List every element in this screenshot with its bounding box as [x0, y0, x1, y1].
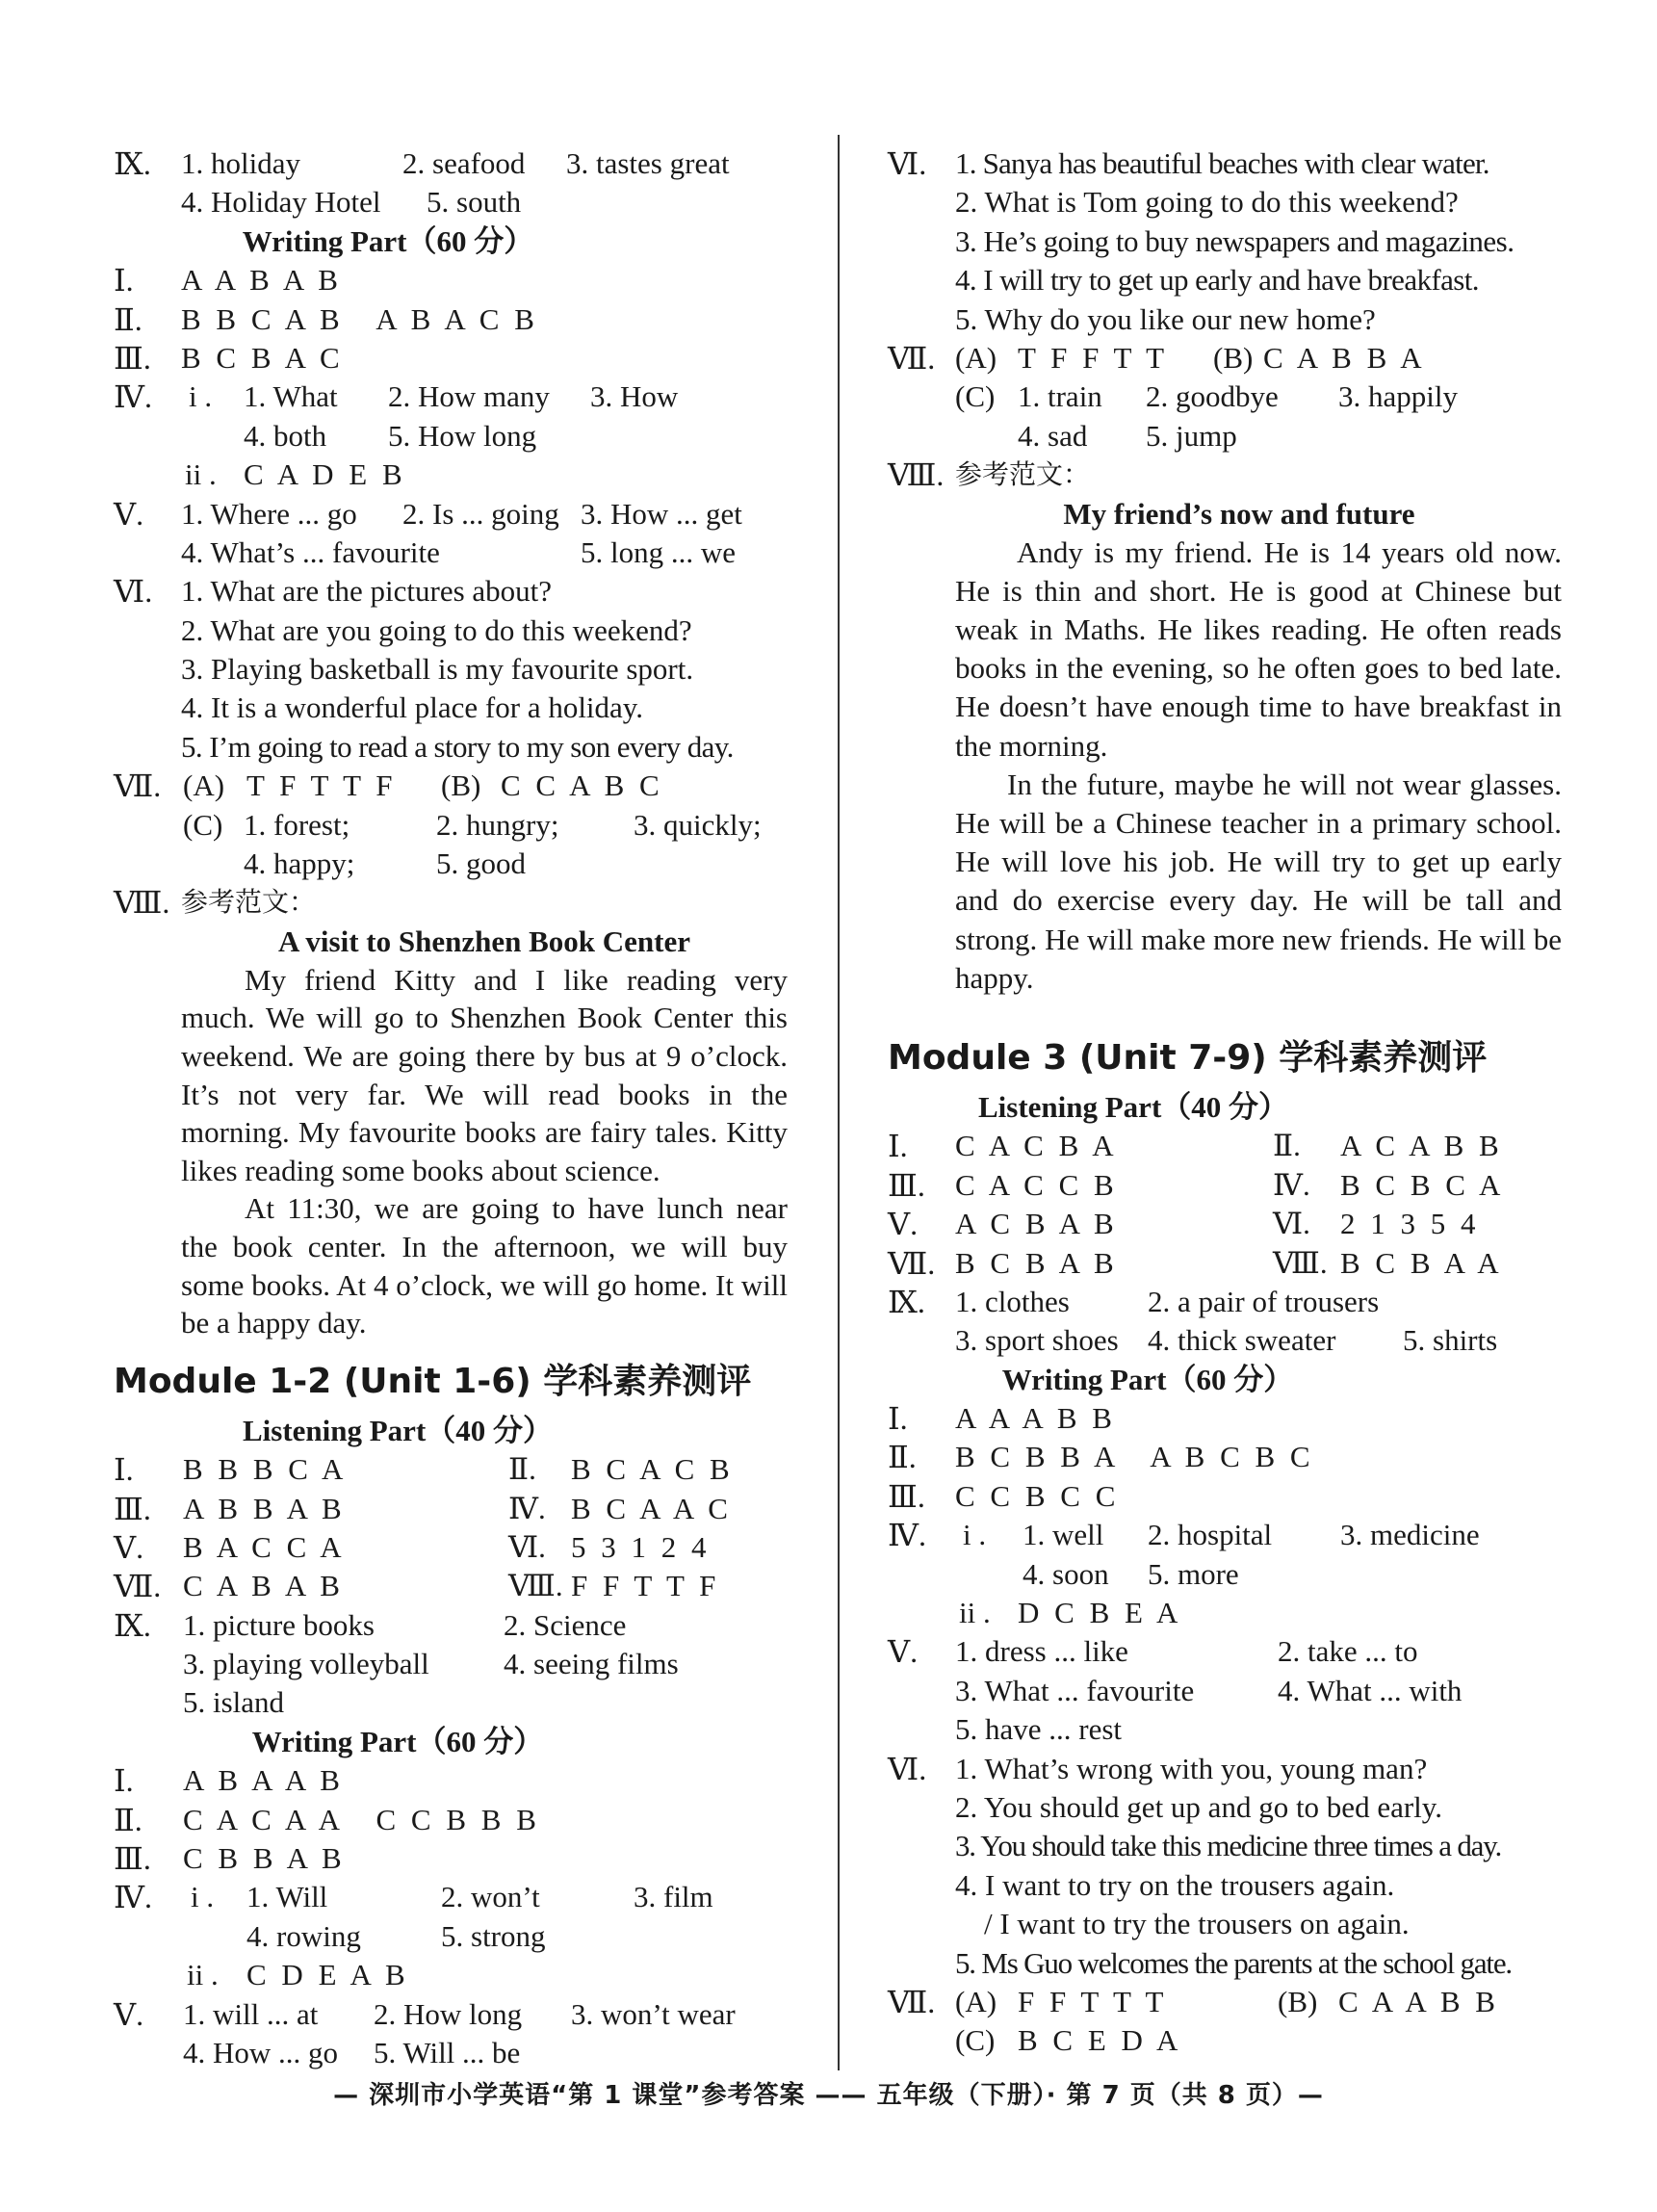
- writing-part-heading: Writing Part（60 分）: [242, 223, 534, 258]
- answer: 1. holiday: [181, 146, 300, 180]
- answer: A B B A B: [183, 1491, 346, 1525]
- essay-text: Andy is my friend. He is 14 years old now. He is thin and short. He is good at Chinese but weak in Maths. He likes reading. He often reads books in the evening, so he often goes to bed late. He doesn’t have enough time to have breakfast in the morning.: [955, 534, 1562, 763]
- answer-row: [114, 728, 788, 767]
- answer-row: [114, 1567, 788, 1605]
- sentence: 4. It is a wonderful place for a holiday.: [181, 690, 644, 725]
- answer: 4. thick sweater: [1148, 1323, 1336, 1358]
- answer: A C B A B: [955, 1207, 1118, 1241]
- answer: 5. south: [427, 185, 522, 220]
- answer-row: [114, 767, 788, 805]
- sub-number: (B): [1278, 1984, 1318, 2018]
- section-number: Ⅲ.: [114, 340, 151, 376]
- answer-row: [114, 1645, 788, 1683]
- answer: 2. How long: [374, 1996, 523, 2031]
- section-number: Ⅴ.: [114, 1996, 144, 2032]
- section-number: Ⅵ.: [508, 1529, 546, 1564]
- section-number: Ⅵ.: [888, 1751, 927, 1786]
- sentence: 4. I will try to get up early and have breakfast.: [955, 263, 1479, 298]
- answer: C A B A B: [183, 1569, 344, 1603]
- sub-number: ii .: [959, 1596, 991, 1630]
- answer: 1. What: [244, 379, 338, 414]
- answer: 2. seafood: [402, 146, 526, 180]
- answer: C A C B A: [955, 1129, 1118, 1163]
- sub-number: (B): [1213, 340, 1254, 375]
- answer: B C A C B: [571, 1452, 734, 1487]
- answer: B C B C A: [1340, 1167, 1505, 1202]
- section-number: Ⅵ.: [1273, 1207, 1310, 1241]
- section-number: Ⅶ.: [888, 340, 936, 376]
- answer: 2. Science: [504, 1607, 627, 1642]
- answer-row: [888, 1438, 1562, 1476]
- answer-row: [888, 1205, 1562, 1243]
- answer-row: [114, 1761, 788, 1800]
- sentence: 1. What are the pictures about?: [181, 574, 553, 609]
- answer: 2 1 3 5 4: [1340, 1207, 1480, 1241]
- answer-row: [888, 144, 1562, 183]
- answer-row: [114, 377, 788, 416]
- essay-text: My friend Kitty and I like reading very much. We will go to Shenzhen Book Center this weekend. We are going there by bus at 9 o’clock. It’s not very far. We will read books in the morning. My favourite books are fairy tales. Kitty likes reading some books about science.: [181, 962, 788, 1187]
- section-number: Ⅳ.: [508, 1491, 546, 1525]
- answer: 3. tastes great: [566, 146, 730, 180]
- listening-part-heading: Listening Part（40 分）: [242, 1413, 554, 1447]
- answer: B A C C A: [183, 1529, 346, 1564]
- section-number: Ⅱ.: [508, 1452, 536, 1487]
- sentence: 5. Ms Guo welcomes the parents at the school gate.: [955, 1945, 1512, 1980]
- left-column: [114, 144, 788, 2072]
- answer-row: [888, 1127, 1562, 1165]
- sentence: 2. What are you going to do this weekend?: [181, 612, 692, 647]
- answer-row: [888, 1283, 1562, 1321]
- answer: 3. sport shoes: [955, 1323, 1119, 1358]
- section-number: Ⅴ.: [114, 1529, 144, 1565]
- answer: B C B B A A B C B C: [955, 1440, 1314, 1474]
- answer-row: [888, 1827, 1562, 1865]
- section-number: Ⅶ.: [114, 768, 162, 804]
- module-heading: Module 1-2 (Unit 1-6) 学科素养测评: [114, 1361, 752, 1401]
- sub-number: (C): [183, 807, 223, 842]
- answer: 1. well: [1023, 1518, 1104, 1552]
- answer: A C A B B: [1340, 1129, 1503, 1163]
- answer: B C B A C: [181, 340, 344, 375]
- section-heading: [114, 1723, 788, 1761]
- section-number: Ⅷ.: [888, 457, 945, 493]
- answer: 1. Where ... go: [181, 496, 357, 531]
- section-number: Ⅳ.: [114, 1880, 152, 1915]
- answer: B B B C A: [183, 1452, 348, 1487]
- answer-row: [888, 1750, 1562, 1788]
- essay-text: At 11:30, we are going to have lunch near the book center. In the afternoon, we will buy some books. At 4 o’clock, we will go home. It will be a happy day.: [181, 1191, 788, 1340]
- answer-row: [114, 650, 788, 689]
- section-number: Ⅸ.: [888, 1284, 925, 1319]
- answer-row: [114, 1878, 788, 1916]
- answer-row: [114, 1450, 788, 1489]
- answer: 4. What’s ... favourite: [181, 534, 440, 569]
- answer: 4. rowing: [246, 1918, 361, 1953]
- answer: 2. Is ... going: [402, 496, 559, 531]
- answer: C A C A A C C B B B: [183, 1802, 540, 1836]
- section-number: Ⅰ.: [114, 263, 134, 299]
- answer-row: [114, 1606, 788, 1645]
- section-number: Ⅶ.: [888, 1245, 936, 1281]
- section-number: Ⅱ.: [888, 1440, 917, 1475]
- answer: 3. won’t wear: [571, 1996, 736, 2031]
- answer: 2. goodbye: [1146, 379, 1279, 414]
- answer: 5. jump: [1146, 418, 1237, 453]
- section-number: Ⅲ.: [114, 1841, 151, 1877]
- sub-number: ii .: [187, 1958, 219, 1992]
- section-number: Ⅲ.: [888, 1167, 925, 1203]
- section-number: Ⅶ.: [888, 1984, 936, 2019]
- answer: 2. hungry;: [436, 807, 559, 842]
- answer: B C B A B: [955, 1245, 1118, 1280]
- sub-number: (C): [955, 2023, 996, 2058]
- answer-row: [888, 339, 1562, 377]
- column-divider: [838, 135, 840, 2070]
- page-footer: — 深圳市小学英语“第 1 课堂”参考答案 —— 五年级（下册）· 第 7 页（共 8 页）—: [333, 2081, 1324, 2110]
- answer: 5. Will ... be: [374, 2036, 521, 2069]
- section-number: Ⅰ.: [888, 1401, 908, 1437]
- sentence: / I want to try the trousers on again.: [984, 1907, 1410, 1941]
- answer-row: [114, 845, 788, 883]
- sample-essay-label: 参考范文：: [955, 458, 1091, 491]
- right-column: [888, 144, 1562, 2061]
- answer-row: [888, 1983, 1562, 2021]
- answer: F F T T T: [1018, 1984, 1168, 2018]
- answer: 3. happily: [1338, 379, 1458, 414]
- sub-number: (B): [441, 768, 481, 803]
- sub-number: (A): [183, 768, 225, 803]
- answer: A A B A B: [181, 263, 342, 298]
- answer-row: [114, 339, 788, 377]
- answer-row: [888, 1244, 1562, 1283]
- essay-paragraph: [955, 766, 1562, 998]
- answer-row: [888, 1905, 1562, 1943]
- answer-row: [888, 1788, 1562, 1827]
- section-number: Ⅸ.: [114, 146, 151, 181]
- answer: 1. forest;: [244, 807, 350, 842]
- section-number: Ⅷ.: [1273, 1245, 1328, 1280]
- answer: 3. medicine: [1340, 1518, 1480, 1552]
- answer: 1. will ... at: [183, 1996, 319, 2031]
- essay-paragraph: [181, 961, 788, 1190]
- section-number: Ⅳ.: [1273, 1167, 1310, 1202]
- answer-row: [888, 1555, 1562, 1594]
- answer: 4. seeing films: [504, 1647, 679, 1681]
- answer-row: [114, 1528, 788, 1567]
- answer: B C A A C: [571, 1491, 732, 1525]
- answer-row: [888, 1944, 1562, 1983]
- answer: 4. How ... go: [183, 2036, 339, 2069]
- sub-number: i .: [189, 379, 213, 414]
- sentence: 5. I’m going to read a story to my son every day.: [181, 729, 734, 764]
- answer-row: [114, 1956, 788, 1994]
- answer: A A A B B: [955, 1401, 1116, 1436]
- answer-row: [888, 183, 1562, 221]
- answer: 4. sad: [1018, 418, 1088, 453]
- answer-row: [888, 2021, 1562, 2060]
- section-number: Ⅴ.: [888, 1634, 919, 1670]
- answer-row: [114, 883, 788, 922]
- answer: 1. picture books: [183, 1607, 375, 1642]
- section-number: Ⅸ.: [114, 1607, 151, 1643]
- answer: T F F T T: [1018, 340, 1169, 375]
- section-number: Ⅷ.: [508, 1569, 563, 1603]
- answer-row: [114, 300, 788, 339]
- module-heading: Module 3 (Unit 7-9) 学科素养测评: [888, 1037, 1488, 1078]
- section-number: Ⅳ.: [114, 379, 152, 415]
- answer: 5. shirts: [1403, 1323, 1498, 1358]
- section-number: Ⅳ.: [888, 1518, 926, 1553]
- essay-paragraph: [955, 533, 1562, 766]
- section-number: Ⅰ.: [888, 1129, 908, 1164]
- answer-row: [888, 1594, 1562, 1632]
- answer: C A B B A: [1263, 340, 1426, 375]
- answer: 4. What ... with: [1278, 1673, 1463, 1707]
- answer-row: [114, 495, 788, 533]
- section-number: Ⅴ.: [114, 496, 144, 532]
- answer: 1. clothes: [955, 1284, 1070, 1318]
- answer: 1. Will: [246, 1880, 328, 1914]
- answer: F F T T F: [571, 1569, 720, 1603]
- answer: C C A B C: [501, 768, 663, 803]
- answer: 2. take ... to: [1278, 1634, 1418, 1669]
- writing-part-heading: Writing Part（60 分）: [251, 1724, 544, 1758]
- answer-row: [888, 1672, 1562, 1710]
- answer-row: [888, 300, 1562, 339]
- answer-row: [114, 2034, 788, 2072]
- answer: 3. How: [590, 379, 679, 414]
- sentence: 2. You should get up and go to bed early.: [955, 1789, 1443, 1824]
- answer-row: [888, 1632, 1562, 1671]
- answer-row: [114, 455, 788, 494]
- answer-row: [114, 572, 788, 611]
- answer: 1. dress ... like: [955, 1634, 1128, 1669]
- sentence: 3. Playing basketball is my favourite sport.: [181, 652, 694, 687]
- answer: 5. have ... rest: [955, 1712, 1123, 1747]
- answer-row: [114, 689, 788, 727]
- answer: 4. soon: [1023, 1556, 1109, 1591]
- answer-row: [888, 1399, 1562, 1438]
- answer: 3. How ... get: [581, 496, 742, 531]
- answer: D C B E A: [1018, 1596, 1182, 1630]
- answer: 4. both: [244, 418, 327, 453]
- section-number: Ⅵ.: [888, 146, 927, 181]
- answer-row: [888, 417, 1562, 455]
- answer: 1. train: [1018, 379, 1102, 414]
- answer: 3. film: [634, 1880, 713, 1914]
- section-heading: [888, 1088, 1562, 1127]
- answer: C A D E B: [244, 457, 406, 492]
- listening-part-heading: Listening Part（40 分）: [977, 1089, 1289, 1124]
- answer-row: [114, 533, 788, 572]
- answer-row: [888, 455, 1562, 494]
- section-number: Ⅲ.: [114, 1491, 151, 1526]
- section-number: Ⅷ.: [114, 885, 170, 921]
- answer: 5. island: [183, 1685, 285, 1720]
- answer: 5. more: [1148, 1556, 1239, 1591]
- sub-number: (A): [955, 340, 997, 375]
- section-number: Ⅰ.: [114, 1452, 134, 1488]
- answer: 5 3 1 2 4: [571, 1529, 711, 1564]
- sub-number: i .: [191, 1880, 215, 1914]
- answer-row: [114, 417, 788, 455]
- answer-row: [114, 1995, 788, 2034]
- section-heading: [888, 1361, 1562, 1399]
- answer: T F T T F: [246, 768, 397, 803]
- answer: 3. playing volleyball: [183, 1647, 429, 1681]
- answer: 2. How many: [388, 379, 550, 414]
- answer: C A A B B: [1338, 1984, 1499, 2018]
- answer: C D E A B: [246, 1958, 409, 1992]
- answer: 3. quickly;: [634, 807, 762, 842]
- answer: 5. How long: [388, 418, 537, 453]
- answer-row: [888, 222, 1562, 261]
- answer: C C B C C: [955, 1478, 1120, 1513]
- answer-row: [114, 261, 788, 299]
- section-number: Ⅱ.: [1273, 1129, 1301, 1163]
- sample-essay-label: 参考范文：: [181, 886, 317, 919]
- answer-row: [114, 1839, 788, 1878]
- answer-row: [888, 1516, 1562, 1554]
- essay-paragraph: [181, 1189, 788, 1341]
- answer: 5. strong: [441, 1918, 546, 1953]
- section-number: Ⅱ.: [114, 1802, 142, 1837]
- answer: B C E D A: [1018, 2023, 1182, 2058]
- answer: 4. happy;: [244, 846, 355, 881]
- section-number: Ⅶ.: [114, 1569, 162, 1604]
- sentence: 3. He’s going to buy newspapers and magazines.: [955, 223, 1515, 258]
- section-heading: [114, 1412, 788, 1450]
- answer: 5. good: [436, 846, 526, 881]
- sentence: 1. Sanya has beautiful beaches with clear water.: [955, 146, 1489, 180]
- answer-row: [114, 183, 788, 221]
- answer-row: [888, 1166, 1562, 1205]
- section-number: Ⅰ.: [114, 1763, 134, 1799]
- answer: C A C C B: [955, 1167, 1118, 1202]
- answer-row: [114, 612, 788, 650]
- answer-row: [888, 1477, 1562, 1516]
- sub-number: (A): [955, 1984, 997, 2018]
- answer: B B C A B A B A C B: [181, 301, 538, 336]
- answer: C B B A B: [183, 1841, 346, 1876]
- answer-row: [888, 1710, 1562, 1749]
- answer-row: [114, 144, 788, 183]
- answer-row: [888, 377, 1562, 416]
- answer: 3. What ... favourite: [955, 1673, 1195, 1707]
- essay-text: In the future, maybe he will not wear glasses. He will be a Chinese teacher in a primary school. He will love his job. He will try to get up early and do exercise every day. He will be tall and strong. He will make more new friends. He will be happy.: [955, 767, 1562, 995]
- answer-row: [888, 1321, 1562, 1360]
- answer: 5. long ... we: [581, 534, 737, 569]
- essay-title: My friend’s now and future: [1063, 496, 1415, 531]
- answer: 4. Holiday Hotel: [181, 185, 381, 220]
- sub-number: (C): [955, 379, 996, 414]
- answer-row: [888, 261, 1562, 299]
- section-number: Ⅲ.: [888, 1478, 925, 1514]
- answer: B C B A A: [1340, 1245, 1503, 1280]
- answer: 2. a pair of trousers: [1148, 1284, 1380, 1318]
- answer: 2. won’t: [441, 1880, 540, 1914]
- sub-number: i .: [963, 1518, 987, 1552]
- answer-row: [114, 1683, 788, 1722]
- writing-part-heading: Writing Part（60 分）: [1001, 1362, 1294, 1396]
- answer-row: [114, 1917, 788, 1956]
- sentence: 4. I want to try on the trousers again.: [955, 1867, 1395, 1902]
- answer: 2. hospital: [1148, 1518, 1273, 1552]
- answer-row: [114, 1490, 788, 1528]
- sentence: 1. What’s wrong with you, young man?: [955, 1751, 1428, 1785]
- answer-row: [114, 806, 788, 845]
- sub-number: ii .: [185, 457, 217, 492]
- sentence: 3. You should take this medicine three times a day.: [955, 1829, 1502, 1863]
- section-heading: [114, 222, 788, 261]
- sentence: 5. Why do you like our new home?: [955, 301, 1376, 336]
- section-number: Ⅱ.: [114, 301, 142, 337]
- answer-row: [888, 1866, 1562, 1905]
- answer-row: [114, 1801, 788, 1839]
- answer: A B A A B: [183, 1763, 344, 1798]
- section-number: Ⅵ.: [114, 574, 153, 610]
- essay-title: A visit to Shenzhen Book Center: [278, 924, 690, 958]
- section-number: Ⅴ.: [888, 1207, 919, 1242]
- sentence: 2. What is Tom going to do this weekend?: [955, 185, 1459, 220]
